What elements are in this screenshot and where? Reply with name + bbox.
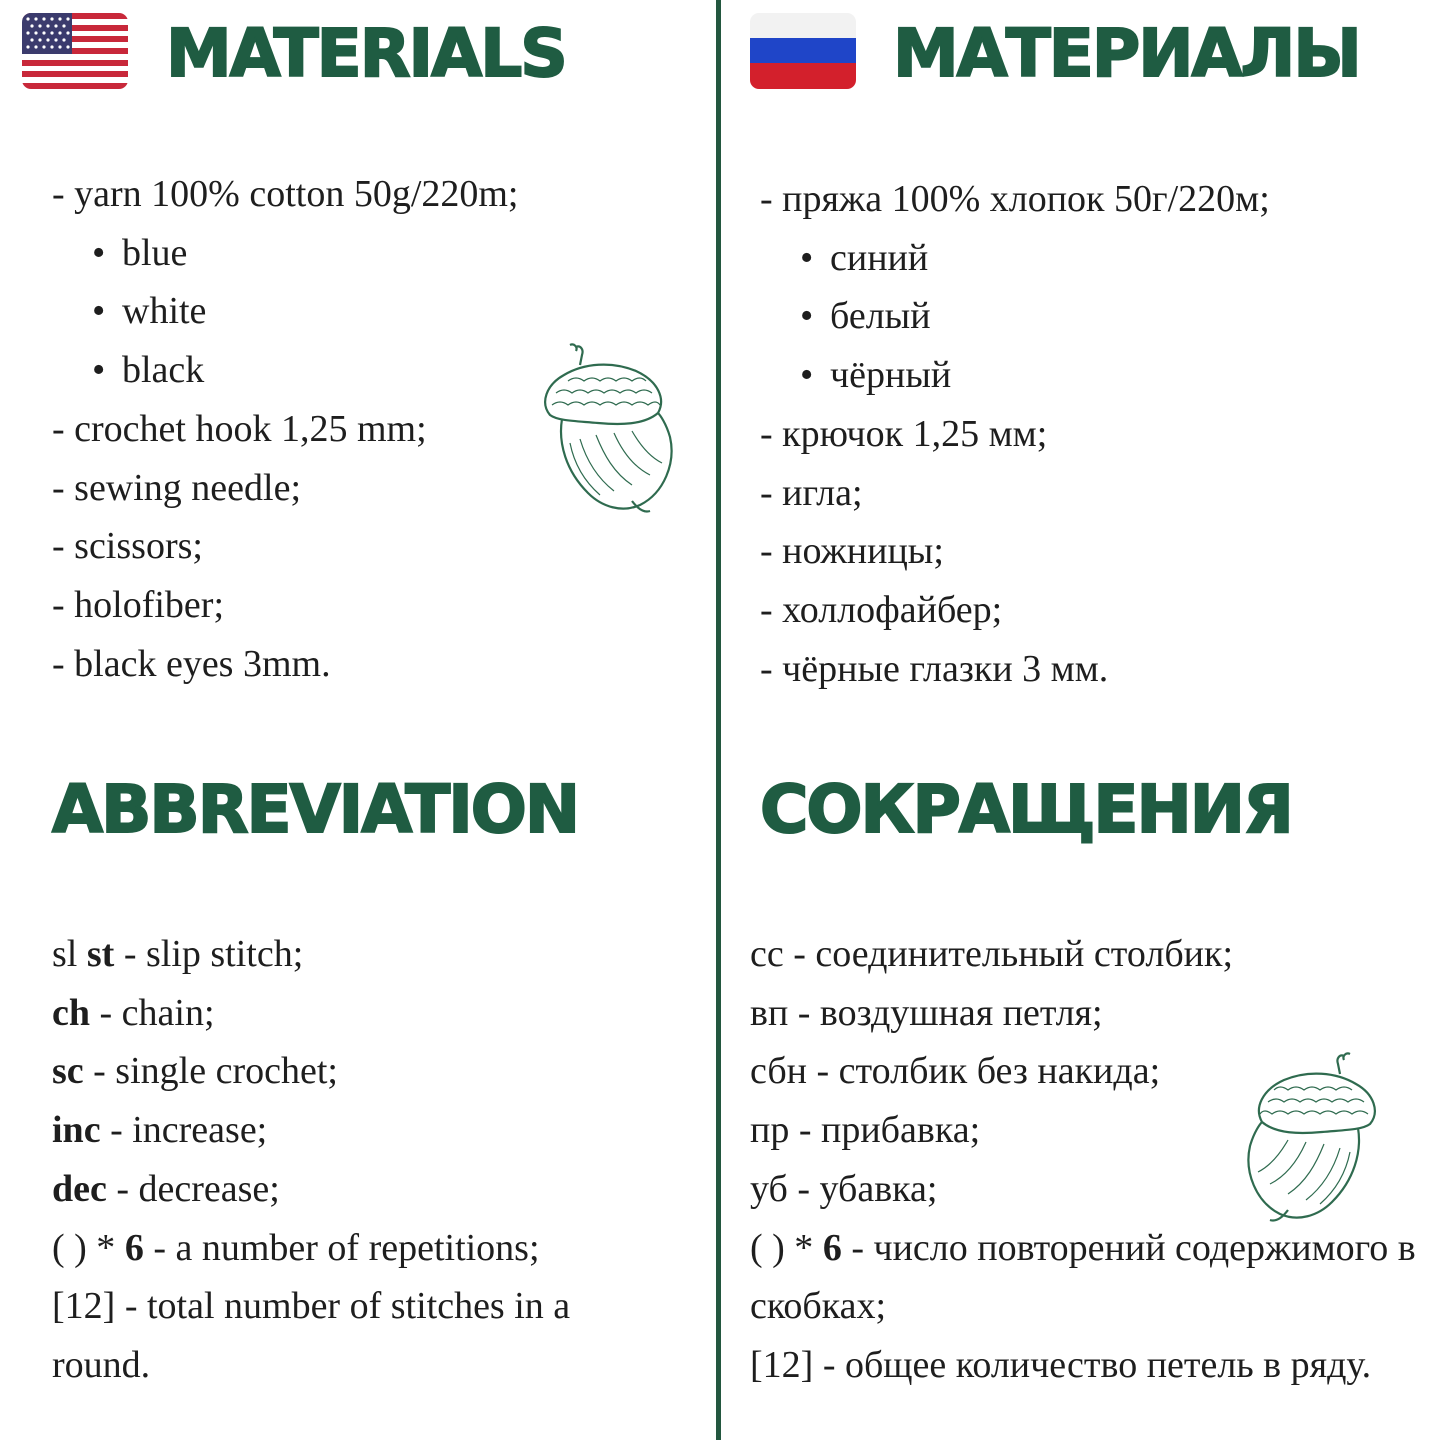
list-item: - yarn 100% cotton 50g/220m; <box>52 165 519 224</box>
list-item: • white <box>52 282 519 341</box>
abbreviation-item: сс - соединительный столбик; <box>750 933 1234 975</box>
list-item: • black <box>52 341 519 400</box>
bullet-icon: • <box>800 236 814 279</box>
list-item: - sewing needle; <box>52 459 519 518</box>
abbreviation-item: вп - воздушная петля; <box>750 991 1103 1034</box>
bullet-icon: • <box>800 354 814 397</box>
materials-list-ru <box>760 170 1270 698</box>
abbreviation-title-ru: СОКРАЩЕНИЯ <box>760 771 1292 848</box>
russia-flag-icon <box>750 13 856 89</box>
list-item: - scissors; <box>52 517 519 576</box>
abbreviation-item: ( ) * 6 - a number of repetitions; <box>52 1226 540 1269</box>
list-item: • чёрный <box>760 346 1270 405</box>
abbreviation-item: sc - single crochet; <box>52 1050 338 1093</box>
list-item: - black eyes 3mm. <box>52 635 519 694</box>
abbreviation-item: сбн - столбик без накида; <box>750 1050 1161 1093</box>
list-item: - чёрные глазки 3 мм. <box>760 640 1270 699</box>
column-divider <box>716 0 721 1440</box>
list-item: • белый <box>760 287 1270 346</box>
abbreviation-title: ABBREVIATION <box>52 771 579 848</box>
list-item: - crochet hook 1,25 mm; <box>52 400 519 459</box>
list-item: • синий <box>760 229 1270 288</box>
abbreviation-list <box>52 925 652 1395</box>
abbreviation-item: [12] - total number of stitches in a round. <box>52 1285 571 1386</box>
list-item: - игла; <box>760 464 1270 523</box>
bullet-icon: • <box>92 349 106 392</box>
abbreviation-item: [12] - общее количество петель в ряду. <box>750 1343 1372 1386</box>
materials-title: MATERIALS <box>166 15 566 92</box>
bullet-icon: • <box>92 290 106 333</box>
materials-title-ru: МАТЕРИАЛЫ <box>893 15 1360 92</box>
abbreviation-item: ( ) * 6 - число повторений содержимого в скобках; <box>750 1226 1416 1328</box>
abbreviation-item: пр - прибавка; <box>750 1109 981 1152</box>
list-item: - холлофайбер; <box>760 581 1270 640</box>
bullet-icon: • <box>800 295 814 338</box>
acorn-icon <box>1240 1052 1380 1229</box>
list-item: - пряжа 100% хлопок 50г/220м; <box>760 170 1270 229</box>
list-item: - holofiber; <box>52 576 519 635</box>
materials-list <box>52 165 519 693</box>
abbreviation-item: sl st - slip stitch; <box>52 933 304 975</box>
list-item: - крючок 1,25 мм; <box>760 405 1270 464</box>
acorn-icon <box>540 343 680 520</box>
bullet-icon: • <box>92 231 106 274</box>
abbreviation-item: dec - decrease; <box>52 1167 280 1210</box>
abbreviation-item: inc - increase; <box>52 1109 268 1152</box>
abbreviation-item: уб - убавка; <box>750 1167 938 1210</box>
list-item: - ножницы; <box>760 522 1270 581</box>
abbreviation-item: ch - chain; <box>52 991 215 1034</box>
us-flag-icon <box>22 13 128 89</box>
list-item: • blue <box>52 224 519 283</box>
